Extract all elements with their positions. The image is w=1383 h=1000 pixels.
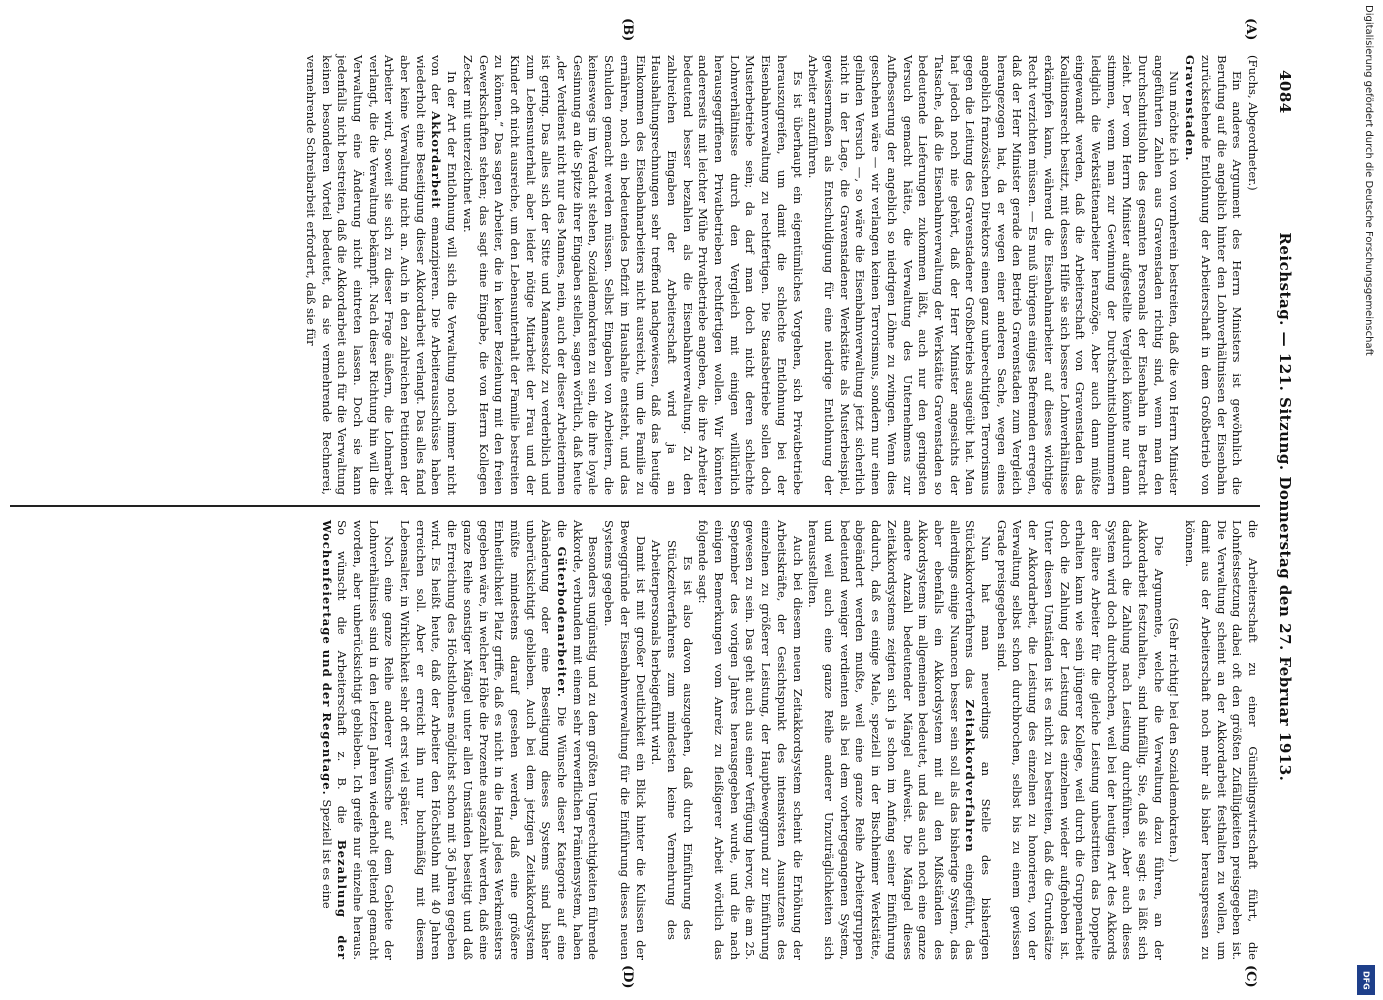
paragraph: Damit ist mit großer Deutlichkeit ein Blick hinter die Kulissen der Beweggründe der Eisenbahnverwaltung für die Einführung dieses neuen Systems gegeben. xyxy=(602,520,648,960)
digitization-footer xyxy=(1352,5,1380,995)
bold-term: Güterbodenarbeiter. xyxy=(555,546,570,698)
paragraph: Ein anderes Argument des Herrn Ministers ist gewöhnlich die Berufung auf die angeblich hinter den Lohnverhältnissen der Eisenbahn zurückstehende Entlohnung der Arbeiterschaft in dem Großbetrieb von Gravenstaden. xyxy=(1183,55,1245,495)
session-title: Reichstag. — 121. Sitzung. Donnerstag den 27. Februar 1913. xyxy=(1276,232,1294,782)
bold-term: Gravenstaden. xyxy=(1183,55,1198,162)
margin-mark-a: (A) xyxy=(1243,18,1258,41)
paragraph: die Arbeiterschaft zu einer Günstlingswirtschaft führt, die Lohnfestsetzung dabei oft den größten Zufälligkeiten preisgegeben ist. Die Verwaltung scheint an der Akkordarbeit festhalten zu wollen, um damit aus der Arbeiterschaft noch mehr als bisher herauspressen zu können. xyxy=(1183,520,1260,960)
column-divider xyxy=(10,505,1260,507)
paragraph: Noch eine ganze Reihe anderer Wünsche auf dem Gebiete der Lohnverhältnisse sind in den letzten Jahren wiederholt geltend gemacht worden, aber unberücksichtigt geblieben. Ich greife nur einzelne heraus. So wünscht die Arbeiterschaft z. B. die Bezahlung der Wochenfeiertage und der Regentage. Speziell ist es eine xyxy=(319,520,397,961)
paragraph: In der Art der Entlohnung will sich die Verwaltung noch immer nicht von der Akkordarbeit emanzipieren. Die Arbeiterausschüsse haben wiederholt eine Beseitigung dieser Akkordarbeit verlangt. Das alles fand aber keine Verwaltung nicht an. Auch in den zahlreichen Petitionen der Arbeiter wird, soweit sie sich zu dieser Frage äußern, die Lohnarbeit verlangt, die die Verwaltung bekämpft. Nach dieser Richtung hin will die Verwaltung eine Änderung nicht eintreten lassen. Doch sie kann jedenfalls nicht bestreiten, daß die Akkordarbeit auch für die Verwaltung keinen besonderen Vorteil bedeutet, da sie vermehrende Rechnerei, vermehrende Schreibarbeit erfordert, daß sie für xyxy=(303,55,460,495)
bold-term: Akkordarbeit xyxy=(429,111,444,210)
digitization-note: Digitalisierung gefördert durch die Deutsche Forschungsgemeinschaft xyxy=(1363,5,1374,356)
paragraph: Besonders ungünstig und zu dem größten Ungerechtigkeiten führende Akkorde, verbunden mit einem sehr verwerflichen Prämiensystem, haben die Güterbodenarbeiter. Die Wünsche dieser Kategorie auf eine Abänderung oder eine Beseitigung dieses Systems sind bisher unberücksichtigt geblieben. Auch bei dem jetzigen Zeitakkordsystem müßte mindestens darauf gesehen werden, daß eine größere Einheitlichkeit Platz griffe, daß es nicht in die Hand jedes Werkmeisters gegeben wäre, in welcher Höhe die Prozente ausgezahlt werden, daß eine ganze Reihe sonstiger Mängel unter allen Umständen beseitigt und daß die Erreichung des Höchstlohnes möglichst schon mit 36 Jahren gegeben wird. Es heißt heute, daß der Arbeiter den Höchstlohn mit 40 Jahren erreichen soll. Aber er erreicht ihn nur buchmäßig mit diesem Lebensalter, in Wirklichkeit sehr oft erst viel später. xyxy=(398,520,601,961)
paragraph: Nun hat man neuerdings an Stelle des bisherigen Stückakkordverfahrens das Zeitakkordverfahren eingeführt, das allerdings einige Nuancen besser sein soll als das bisherige System, das aber ebenfalls ein Akkordsystem mit all den Mißständen des Akkordsystems im allgemeinen bedeutet, und das auch noch eine ganze andere Anzahl bedeutender Mängel aufweist. Die Mängel dieses Zeitakkordsystems zeigten sich ja schon im Anfang seiner Einführung dadurch, daß es einige Male, speziell in der Bischheimer Werkstätte, abgeändert werden mußte, weil eine ganze Reihe Arbeitergruppen bedeutend weniger verdienten als bei dem vorhergegangenen System, und weil auch eine ganze Reihe anderer Unzuträglichkeiten sich herausstellten. xyxy=(806,520,994,961)
paragraph: Nun möchte ich von vornherein bestreiten, daß die von Herrn Minister angeführten Zahlen aus Gravenstaden richtig sind, wenn man den Durchschnittslohn des gesamten Personals der Eisenbahn in Betracht zieht. Der vom Herrn Minister aufgestellte Vergleich könnte nur dann stimmen, wenn man zur Gewinnung der Durchschnittslohnnummern lediglich die Werkstättenarbeiter heranzöge. Aber auch dann müßte eingewandt werden, daß die Arbeiterschaft von Gravenstaden das Koalitionsrecht besitzt, mit dessen Hilfe sie sich bessere Lohnverhältnisse erkämpfen kann, während die Eisenbahnarbeiter auf dieses wichtige Recht verzichten müssen. — Es muß übrigens einiges Befremden erregen, daß der Herr Minister gerade den Betrieb Gravenstaden zum Vergleich herangezogen hat, da er wegen einer anderen Sache, wegen eines angeblich französischen Direktors einen ganz unberechtigten Terrorismus gegen die Leitung des Gravenstadener Großbetriebs ausgeübt hat. Man hat jedoch noch nie gehört, daß der Herr Minister angesichts der Tatsache, daß die Eisenbahnverwaltung der Werkstätte Gravenstaden so bedeutende Lieferungen zukommen läßt, auch nur den geringsten Versuch gemacht hätte, die Verwaltung des Unternehmens zur Aufbesserung der angeblich so niedrigen Löhne zu zwingen. Wenn dies geschehen wäre — wir verlangen keinen Terrorismus, sondern nur einen gelinden Versuch —, so wäre die Eisenbahnverwaltung jetzt sicherlich nicht in der Lage, die Gravenstadener Werkstätte als Musterbeispiel, gewissermaßen als Entschuldigung für eine niedrige Entlohnung der Arbeiter anzuführen. xyxy=(806,55,1182,495)
column-right xyxy=(10,520,1260,960)
margin-mark-d: (D) xyxy=(620,965,635,989)
bold-term: Zeitakkordverfahren xyxy=(963,699,978,853)
speaker-label: (Fuchs, Abgeordneter.) xyxy=(1246,55,1260,191)
paragraph: Auch bei diesem neuen Zeitakkordsystem scheint die Erhöhung der Arbeitskräfte, der Gesichtspunkt des intensivsten Ausnutzens des einzelnen zu größerer Leistung, der Hauptbeweggrund zur Einführung gewesen zu sein. Das geht auch aus einer Verfügung hervor, die am 25. September des vorigen Jahres herausgegeben wurde, und die nach einigen Bemerkungen vom Anreiz zu fleißigerer Arbeit wörtlich das folgende sagt: xyxy=(696,520,805,960)
quote: Es ist also davon auszugehen, daß durch Einführung des Stückzeitverfahrens zum mindesten keine Vermehrung des Arbeiterpersonals herbeigeführt wird. xyxy=(649,540,695,940)
interjection: (Sehr richtig! bei den Sozialdemokraten.) xyxy=(1167,617,1182,863)
column-left xyxy=(10,55,1260,495)
bold-term: Bezahlung der Wochenfeiertage und der Regentage. xyxy=(319,520,350,961)
paragraph: Die Argumente, welche die Verwaltung dazu führen, an der Akkordarbeit festzuhalten, sind hinfällig. Sie, daß sie sagt: es läßt sich dadurch die Zahlung nach Leistung durchführen. Aber auch dieses System wird doch durchbrochen, weil bei der heutigen Art des Akkords der ältere Arbeiter für die gleiche Leistung unbestritten das Doppelte erhalten kann wie sein jüngerer Kollege, weil durch die Gruppenarbeit doch die Zahlung der Leistung des einzelnen wieder aufgehoben ist. Unter diesen Umständen ist es nicht zu bestreiten, daß die Grundsätze der Akkordarbeit, die Leistung des einzelnen zu honorieren, von der Verwaltung selbst schon durchbrochen, selbst bis zu einem gewissen Grade preisgegeben sind. xyxy=(994,520,1166,960)
dfg-logo: DFG xyxy=(1357,965,1375,995)
margin-mark-c: (C) xyxy=(1243,965,1258,988)
page-number: 4084 xyxy=(1276,70,1294,114)
page-header xyxy=(1270,70,1300,940)
margin-mark-b: (B) xyxy=(620,18,635,42)
paragraph: Es ist überhaupt ein eigentümliches Vorgehen, sich Privatbetriebe herauszugreifen, um damit die schlechte Entlohnung bei der Eisenbahnverwaltung zu rechtfertigen. Die Staatsbetriebe sollen doch Musterbetriebe sein; da darf man doch nicht deren schlechte Lohnverhältnisse durch den Vergleich mit einigen willkürlich herausgegriffenen Privatbetrieben rechtfertigen wollen. Wir könnten andererseits mit leichter Mühe Privatbetriebe angeben, die ihre Arbeiter bedeutend besser bezahlen als die Eisenbahnverwaltung. Zu den zahlreichen Eingaben der Arbeiterschaft wird ja an Haushaltungsrechnungen sehr treffend nachgewiesen, daß das heutige Einkommen des Eisenbahnarbeiters nicht ausreicht, um die Familie zu ernähren, noch ein bedeutendes Defizit im Haushalte entsteht, und das Schulden gemacht werden müssen. Selbst Eingaben von Arbeitern, die keineswegs im Verdacht stehen, Sozialdemokraten zu sein, die ihre loyale Gesinnung an die Spitze ihrer Eingaben stellen, sagen wörtlich, daß heute „der Verdienst nicht nur des Mannes, nein, auch der dieser Arbeiterinnen ist gering. Das alles sich der Sitte und Mannesstolz zu verderblich und zum Lebensunterhalt aber leider nötige Mitarbeit der Frau und der Kinder oft nicht ausreiche, um den Lebensunterhalt der Familie bestreiten zu können.“ Das sagen Arbeiter, die in keiner Beziehung mit den freien Gewerkschaften stehen; das sagt eine Eingabe, die von Herrn Kollegen Zecker mit unterzeichnet war. xyxy=(460,55,805,495)
